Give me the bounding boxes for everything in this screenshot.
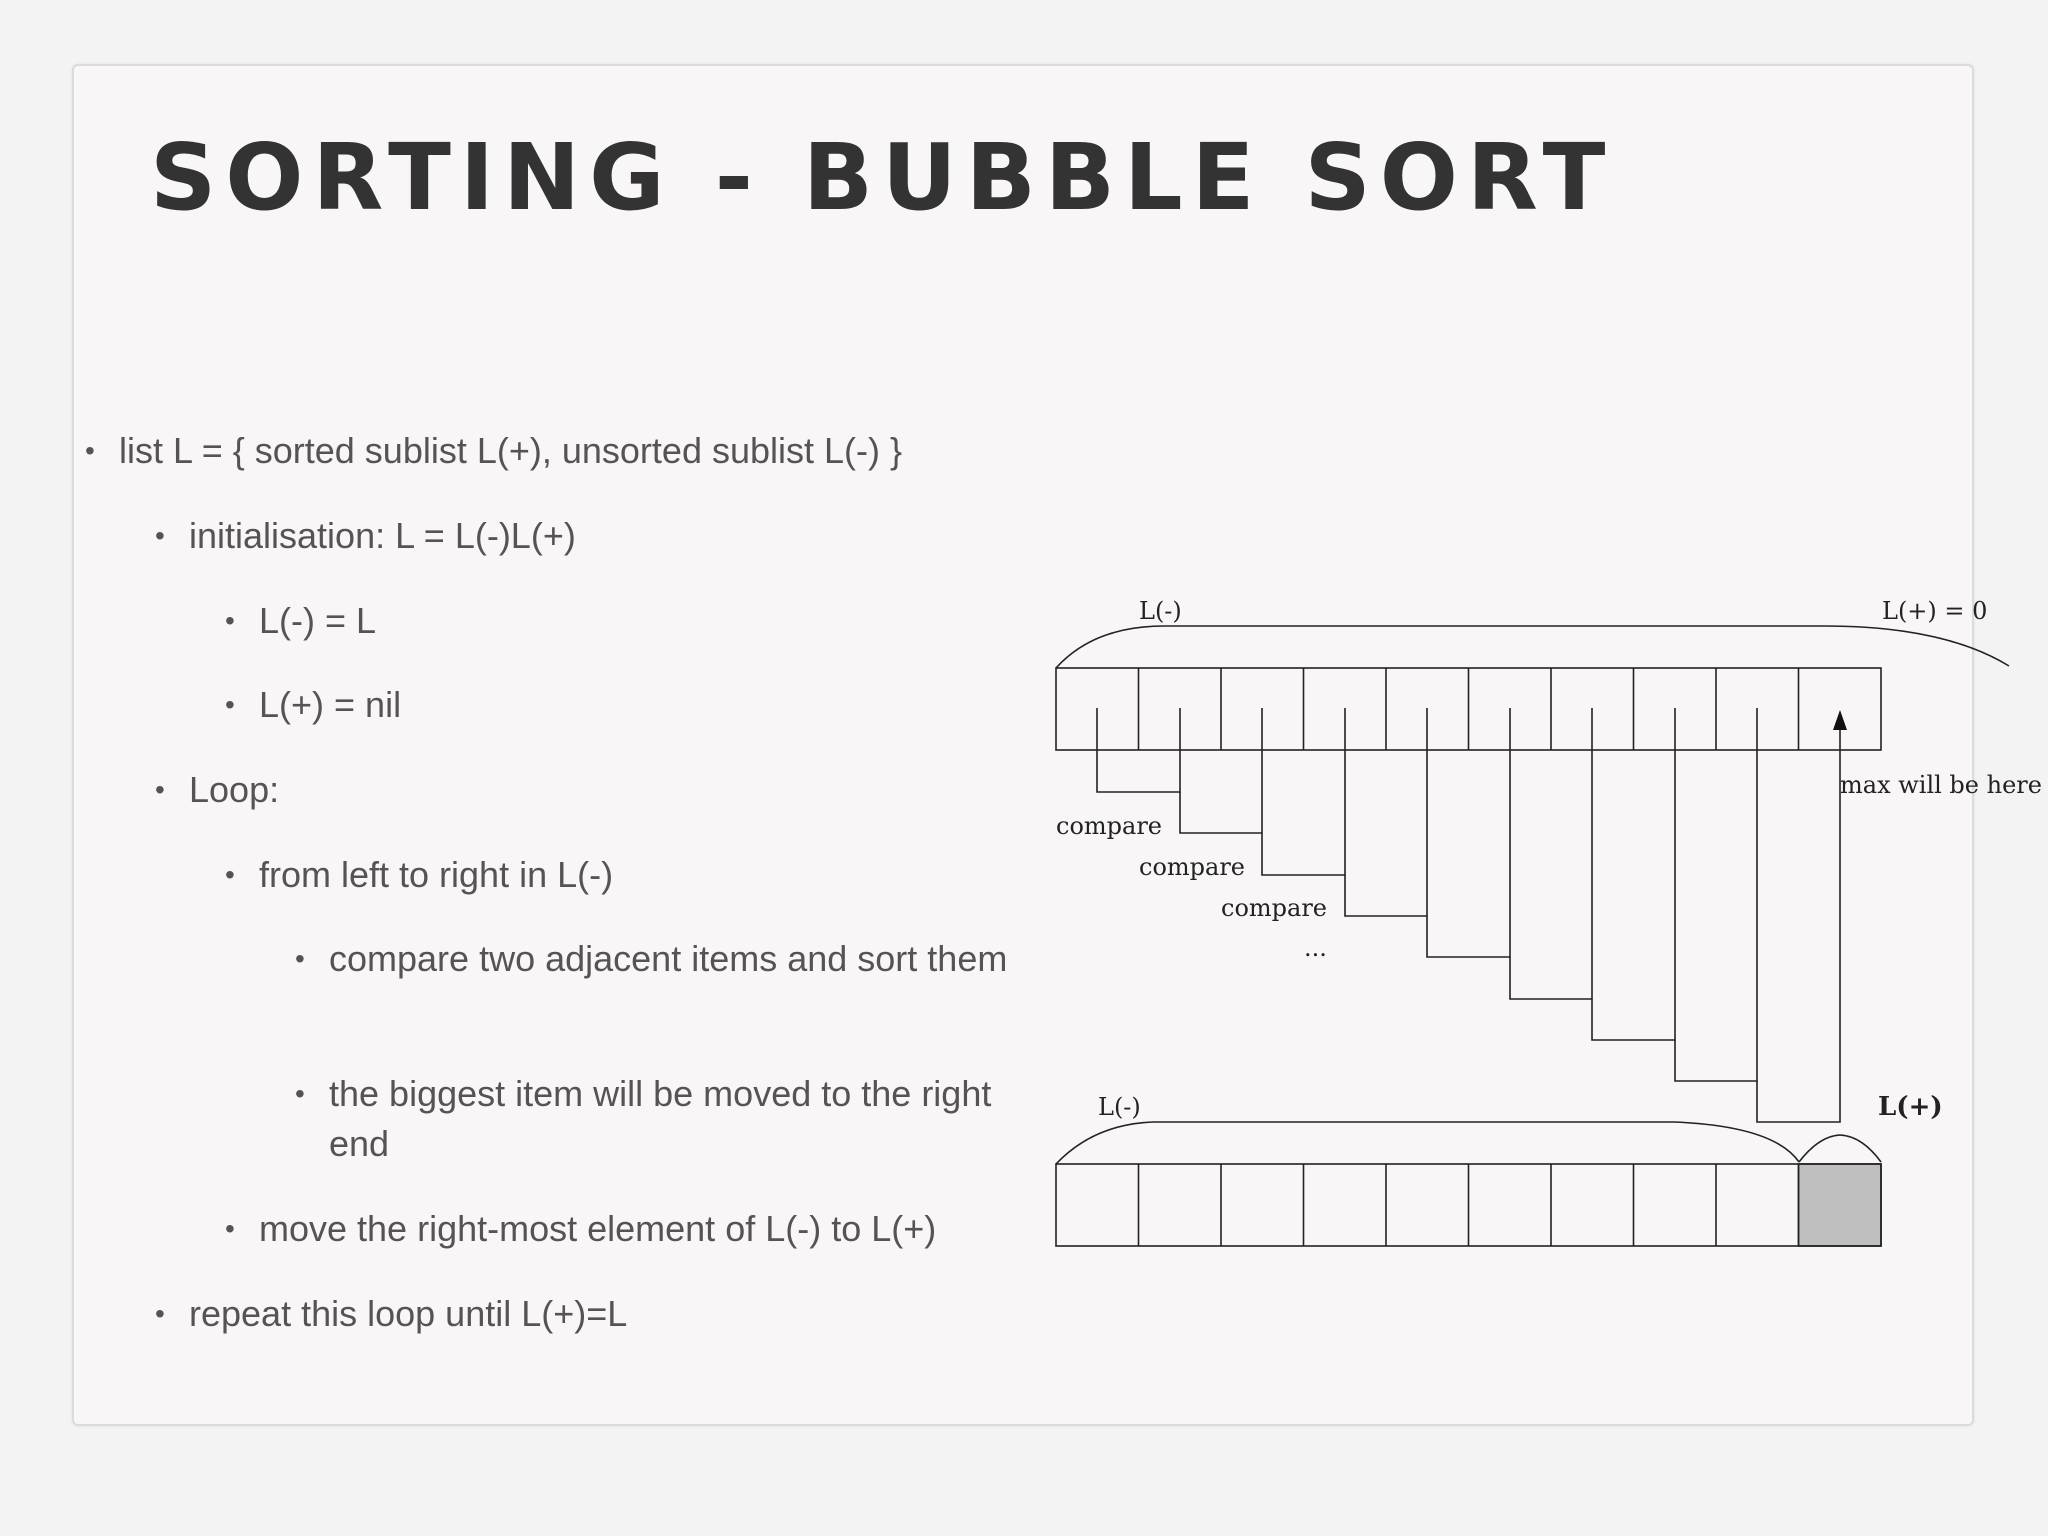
bullet-item <box>225 680 402 730</box>
bullet-dot-icon: • <box>295 943 305 974</box>
bubble-sort-diagram <box>974 526 2042 1286</box>
bullet-dot-icon: • <box>225 859 235 890</box>
bullet-item <box>155 511 576 561</box>
bullet-item <box>295 1069 1009 1169</box>
bullet-item <box>225 850 614 900</box>
bottom-left-label: L(-) <box>1098 1093 1141 1121</box>
bottom-right-label: L(+) <box>1878 1092 1943 1122</box>
bullet-dot-icon: • <box>85 435 95 466</box>
bullet-dot-icon: • <box>225 689 235 720</box>
bullet-text: compare two adjacent items and sort them <box>329 938 1008 979</box>
bullet-dot-icon: • <box>225 1213 235 1244</box>
compare-brackets <box>1097 708 1840 1122</box>
compare-label: compare <box>1139 853 1245 881</box>
bottom-array <box>1056 1164 1881 1246</box>
ellipsis-label: ... <box>1304 934 1327 962</box>
bullet-dot-icon: • <box>295 1078 305 1109</box>
bullet-dot-icon: • <box>225 605 235 636</box>
sorted-cell <box>1799 1164 1882 1246</box>
bullet-text: from left to right in L(-) <box>259 854 614 895</box>
bottom-right-brace <box>1799 1135 1881 1162</box>
bottom-left-brace <box>1056 1122 1799 1164</box>
slide-title: SORTING - BUBBLE SORT <box>150 124 1615 231</box>
bullet-item <box>295 934 1009 984</box>
bullet-text: Loop: <box>189 769 280 810</box>
bullet-text: initialisation: L = L(-)L(+) <box>189 515 576 556</box>
bullet-dot-icon: • <box>155 1298 165 1329</box>
bullet-text: list L = { sorted sublist L(+), unsorted sublist L(-) } <box>119 430 903 471</box>
bullet-item <box>155 765 280 815</box>
bullet-text: move the right-most element of L(-) to L(+) <box>259 1208 937 1249</box>
arrow-up-icon <box>1833 710 1847 730</box>
bullet-text: L(+) = nil <box>259 684 402 725</box>
bullet-dot-icon: • <box>155 774 165 805</box>
bullet-text: repeat this loop until L(+)=L <box>189 1293 628 1334</box>
max-label: max will be here <box>1840 771 2042 799</box>
bullet-item <box>225 596 377 646</box>
compare-label: compare <box>1056 812 1162 840</box>
bullet-text: the biggest item will be moved to the right end <box>329 1073 992 1164</box>
bullet-text: L(-) = L <box>259 600 377 641</box>
top-brace <box>1056 626 2009 668</box>
top-left-label: L(-) <box>1139 597 1182 625</box>
slide <box>72 64 2042 1426</box>
bullet-item <box>85 426 903 476</box>
bullet-item <box>155 1289 628 1339</box>
top-right-label: L(+) = 0 <box>1882 597 1988 625</box>
bullet-item <box>225 1204 937 1254</box>
bullet-dot-icon: • <box>155 520 165 551</box>
compare-label: compare <box>1221 894 1327 922</box>
